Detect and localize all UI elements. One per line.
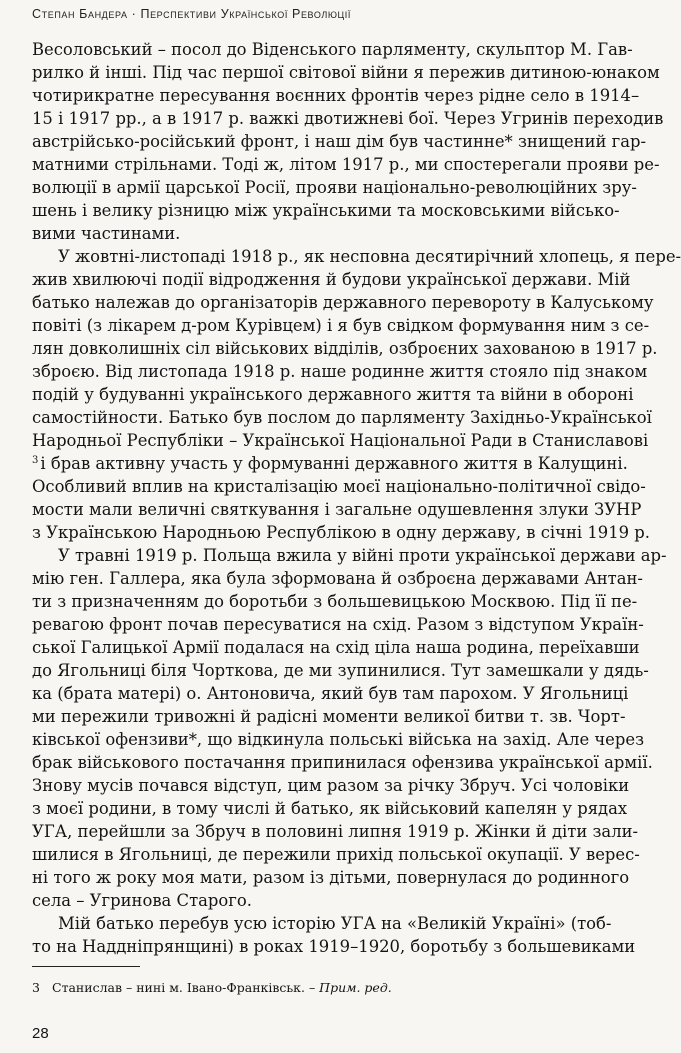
text-line-content: повіті (з лікарем д-ром Курівцем) і я був свідком формування ним з се- [32, 316, 650, 335]
text-line [32, 797, 628, 820]
text-line [32, 751, 653, 774]
text-line-content: ти з призначенням до боротьби з большевицькою Москвою. Під її пе- [32, 592, 638, 611]
text-line [32, 452, 628, 475]
text-line [32, 383, 634, 406]
text-line-content: шилися в Ягольниці, де пережили прихід польської окупації. У верес- [32, 845, 640, 864]
text-line [32, 130, 647, 153]
text-line-content: Мій батько перебув усю історію УГА на «Великій Україні» (тоб- [58, 914, 612, 933]
text-line-content: ківської офензиви*, що відкинула польські війська на захід. Але через [32, 730, 645, 749]
text-line [32, 268, 631, 291]
text-line-content: самостійности. Батько був послом до парляменту Західньо-Української [32, 408, 652, 427]
text-line-content: ка (брата матері) о. Антоновича, який був там парохом. У Ягольниці [32, 684, 629, 703]
text-line-content: Весоловський – посол до Віденського парляменту, скульптор М. Гав- [32, 40, 633, 59]
text-line [32, 889, 578, 912]
text-line-content: і брав активну участь у формуванні державного життя в Калущині. [40, 454, 628, 473]
text-line-content: Знову мусів почався відступ, цим разом за річку Збруч. Усі чоловіки [32, 776, 630, 795]
text-line-content: ні того ж року моя мати, разом із дітьми, повернулася до родинного [32, 868, 630, 887]
text-line [32, 613, 644, 636]
text-line [32, 429, 649, 452]
text-line [32, 774, 630, 797]
text-line-content: села – Угринова Старого. [32, 891, 252, 910]
text-line-content: УГА, перейшли за Збруч в половині липня 1919 р. Жінки й діти зали- [32, 822, 639, 841]
text-line-content: ревагою фронт почав пересуватися на схід. Разом з відступом Україн- [32, 615, 644, 634]
text-line [32, 590, 638, 613]
text-line-content: то на Наддніпрянщині) в роках 1919–1920, боротьбу з большевиками [32, 937, 636, 956]
text-line [32, 475, 646, 498]
text-line-content: з Українською Народньою Республікою в одну державу, в січні 1919 р. [32, 523, 650, 542]
text-line-content: ської Галицької Армії подалася на схід ціла наша родина, переїхавши [32, 638, 640, 657]
text-line-content: лян довколишніх сіл військових відділів, озброєних захованою в 1917 р. [32, 339, 658, 358]
text-line [32, 935, 636, 958]
text-line-content: ми пережили тривожні й радісні моменти великої битви т. зв. Чорт- [32, 707, 626, 726]
text-line-content: Особливий вплив на кристалізацію моєї національно-політичної свідо- [32, 477, 646, 496]
text-line-content: мости мали величні святкування і загальне одушевлення злуки ЗУНР [32, 500, 642, 519]
text-line [32, 337, 658, 360]
footnote [32, 980, 578, 996]
text-line [32, 659, 649, 682]
text-line [32, 84, 640, 107]
text-line-content: мію ген. Галлера, яка була зформована й озброєна державами Антан- [32, 569, 643, 588]
text-line-content: з моєї родини, в тому числі й батько, як військовий капелян у рядах [32, 799, 628, 818]
text-line-content: зброєю. Від листопада 1918 р. наше родинне життя стояло під знаком [32, 362, 648, 381]
text-line [32, 866, 630, 889]
text-line [32, 406, 652, 429]
text-line [32, 728, 645, 751]
footnote-source: Прим. ред. [319, 980, 392, 995]
text-line-content: У травні 1919 р. Польща вжила у війні проти української держави ар- [58, 546, 667, 565]
text-line [32, 245, 681, 268]
text-line-content: шень і велику різницю між українськими та московськими військо- [32, 201, 620, 220]
text-line [32, 682, 629, 705]
text-line-content: австрійсько-російський фронт, і наш дім був частинне* знищений гар- [32, 132, 647, 151]
text-line-content: чотирикратне пересування воєнних фронтів через рідне село в 1914– [32, 86, 640, 105]
text-line [32, 820, 639, 843]
text-line [32, 544, 667, 567]
text-line [32, 199, 620, 222]
text-line-content: матними стрільнами. Тоді ж, літом 1917 р., ми спостерегали прояви ре- [32, 155, 660, 174]
text-line [32, 705, 626, 728]
text-line [32, 636, 640, 659]
running-head: Степан Бандера · Перспективи Української Революції [32, 7, 352, 21]
text-line-content: батько належав до організаторів державного перевороту в Калуському [32, 293, 654, 312]
text-line [32, 360, 648, 383]
text-line [32, 61, 660, 84]
text-line [32, 521, 650, 544]
text-line [32, 314, 650, 337]
text-line [32, 176, 637, 199]
page-number: 28 [32, 1025, 49, 1042]
text-line [32, 153, 660, 176]
text-line [32, 222, 578, 245]
text-line [32, 291, 654, 314]
text-line-content: вими частинами. [32, 224, 181, 243]
text-line-content: брак військового постачання припинилася офензива української армії. [32, 753, 653, 772]
text-line [32, 498, 642, 521]
text-line-content: Народньої Республіки – Української Національної Ради в Станиславові [32, 431, 649, 450]
footnote-text: Станислав – нині м. Івано-Франківськ. – [52, 980, 320, 995]
text-line [32, 912, 612, 935]
footnote-ref: 3 [32, 454, 39, 466]
text-line [32, 107, 664, 130]
text-line-content: до Ягольниці біля Чорткова, де ми зупинилися. Тут замешкали у дядь- [32, 661, 649, 680]
text-line-content: У жовтні-листопаді 1918 р., як несповна десятирічний хлопець, я пере- [58, 247, 681, 266]
text-line-content: рилко й інші. Під час першої світової війни я пережив дитиною-юнаком [32, 63, 660, 82]
text-line [32, 567, 643, 590]
footnote-number: 3 [32, 980, 40, 995]
text-line [32, 38, 633, 61]
footnote-divider [32, 966, 140, 967]
text-line-content: жив хвилюючі події відродження й будови української держави. Мій [32, 270, 631, 289]
text-line-content: 15 і 1917 рр., а в 1917 р. важкі двотижневі бої. Через Угринів переходив [32, 109, 664, 128]
text-line-content: волюції в армії царської Росії, прояви національно-революційних зру- [32, 178, 637, 197]
text-line [32, 843, 640, 866]
text-line-content: подій у будуванні українського державного життя та війни в обороні [32, 385, 634, 404]
body-text [32, 38, 681, 958]
